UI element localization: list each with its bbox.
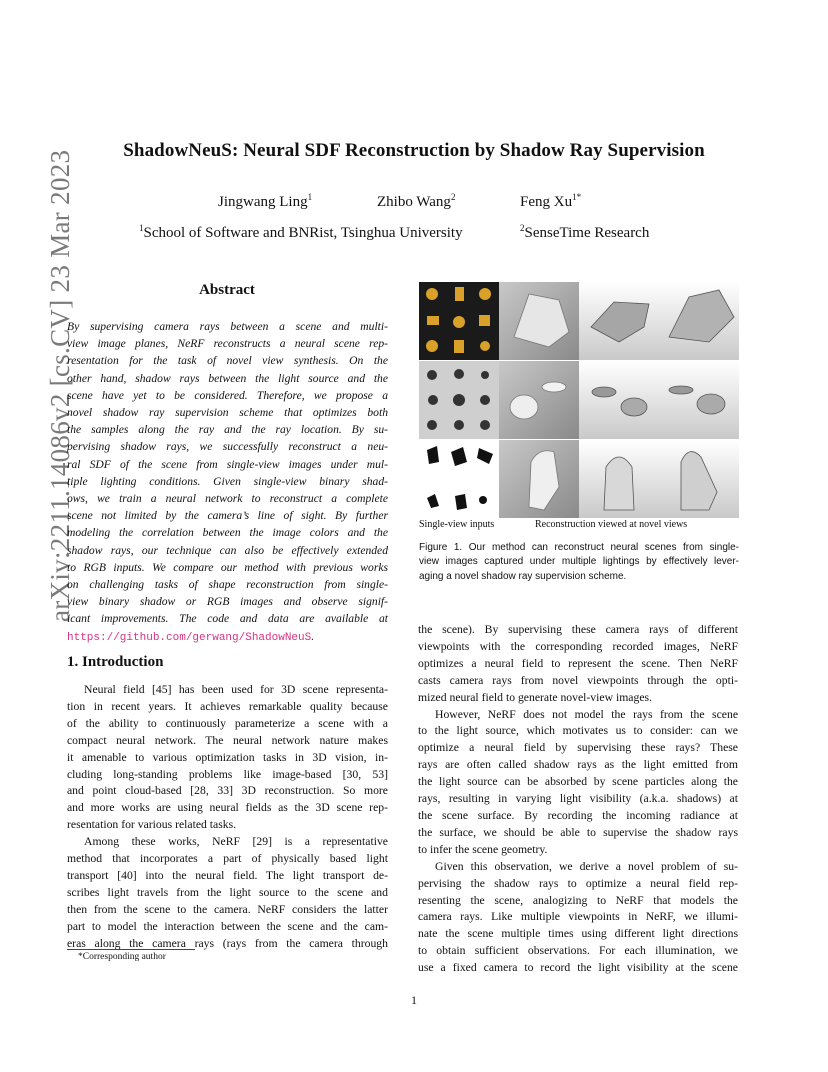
figure-1 — [419, 282, 739, 518]
text-line: Figure 1. Our method can reconstruct neural scenes from single- — [419, 542, 739, 553]
text-line: By supervising camera rays between a scene and multi- — [67, 320, 388, 333]
text-line: viewpoints with the corresponding recorded images, NeRF — [418, 639, 738, 653]
text-line: scene not limited by the camera’s line of sight. By further — [67, 509, 388, 523]
code-link[interactable]: https://github.com/gerwang/ShadowNeuS — [67, 631, 312, 644]
abstract-body — [67, 318, 388, 647]
text-line: the scene). By supervising these camera rays of different — [418, 623, 738, 636]
figure-caption — [419, 541, 739, 584]
text-line: ral SDF of the scene from single-view images under mul- — [67, 457, 388, 471]
text-line: to the light source, which motivates us to consider: can we — [418, 724, 738, 738]
drums-view-1 — [499, 361, 579, 439]
text-line: then from the scene to the camera. NeRF considers the latter — [67, 902, 388, 916]
text-line: view images captured under multiple lightings by effectively lever- — [419, 556, 739, 568]
text-line: pervising shadow rays, we successfully reconstruct a neu- — [67, 440, 388, 454]
text-line: the samples along the ray and the ray location. By su- — [67, 423, 388, 437]
abstract-heading: Abstract — [199, 282, 255, 298]
text-line: tion in recent years. It achieves remarkable quality because — [67, 699, 388, 713]
text-line: transport [40] into the neural field. The light transport de- — [67, 868, 388, 882]
text-line: it amenable to various optimization tasks in 3D vision, in- — [67, 750, 388, 764]
text-line: optimizes a neural field to represent the scene. Then NeRF — [418, 656, 738, 670]
text-line: cluding long-standing problems like image-based [30, 53] — [67, 767, 388, 781]
figure-label-inputs: Single-view inputs — [419, 519, 495, 530]
text-line: novel shadow ray supervision scheme that optimizes both — [67, 406, 388, 420]
text-line: Given this observation, we derive a novel problem of su- — [435, 859, 738, 873]
text-line: part to model the interaction between the scene and the cam- — [67, 919, 388, 933]
text-line: mized neural field to generate novel-view images. — [418, 690, 652, 704]
text-line: the surface, we should be able to supervise the shadow rays — [418, 825, 738, 839]
text-line: resentation for the task of novel view synthesis. On the — [67, 354, 388, 368]
text-line: view image planes, NeRF reconstructs a neural scene rep- — [67, 337, 388, 351]
intro-left-column — [67, 682, 388, 953]
text-line: tiple lighting conditions. Given single-view binary shad- — [67, 474, 388, 488]
intro-right-column — [418, 622, 738, 977]
text-line: and more works are using neural fields as the 3D scene rep- — [67, 801, 388, 815]
row-lego — [419, 282, 739, 360]
text-line: rays, resulting in varying light visibility (a.k.a. shadows) at — [418, 792, 738, 806]
footnote-rule — [67, 949, 195, 950]
author-1: Jingwang Ling$^1$ — [218, 192, 313, 210]
intro-heading: 1. Introduction — [67, 654, 164, 670]
text-line: pervising the shadow rays to optimize a neural field rep- — [418, 876, 738, 890]
paper-title: ShadowNeuS: Neural SDF Reconstruction by Shadow Ray Supervision — [123, 140, 705, 161]
text-line: nate the scene multiple times using different light directions — [418, 927, 738, 941]
arxiv-sidebar: arXiv:2211.14086v2 [cs.CV] 23 Mar 2023 — [45, 149, 75, 622]
text-line: to obtain sufficient observations. For each illumination, we — [418, 944, 738, 958]
text-line: camera rays. Like multiple viewpoints in NeRF, we illumi- — [418, 910, 738, 924]
text-line: scene have yet to be considered. Therefore, we propose a — [67, 388, 388, 402]
text-line: method that incorporates a part of physically based light — [67, 852, 388, 866]
text-line: and point cloud-based [28, 33] 3D reconstruction. So more — [67, 784, 388, 798]
row-drums — [419, 361, 739, 439]
text-line: the scene surface. By recording the incoming radiance at — [418, 808, 738, 822]
text-line: shadow rays, our technique can also be effectively extended — [67, 543, 388, 557]
author-2: Zhibo Wang$^2$ — [377, 192, 456, 210]
figure-label-reconstruction: Reconstruction viewed at novel views — [535, 519, 688, 530]
text-line: rays are often called shadow rays as the light emitted from — [418, 758, 738, 772]
text-line: Neural field [45] has been used for 3D scene representa- — [84, 683, 388, 696]
text-line: to infer the scene geometry. — [418, 842, 548, 856]
text-line: eras along the camera rays (rays from the camera through — [67, 936, 388, 950]
text-line: the light source can be absorbed by scene particles along the — [418, 775, 738, 789]
text-line: on challenging tasks of shape reconstruction from single- — [67, 578, 388, 592]
footnote: *Corresponding author — [78, 952, 166, 962]
author-3: Feng $Xu^{1*}$ — [520, 192, 582, 210]
drums-view-2 — [579, 361, 659, 439]
text-line: use a fixed camera to record the light visibility at the scene — [418, 961, 738, 975]
page-number: 1 — [411, 993, 417, 1007]
text-line: to RGB inputs. We compare our method with previous works — [67, 560, 388, 574]
text-line: scribes light travels from the light source to the scene and — [67, 885, 388, 899]
text-line: resentation for various related tasks. — [67, 818, 237, 832]
text-line: However, NeRF does not model the rays from the scene — [435, 707, 738, 721]
affiliation-2: $^2$SenseTime Research — [520, 223, 650, 241]
code-link-period: . — [311, 629, 315, 643]
text-line: other hand, shadow rays between the light source and the — [67, 371, 388, 385]
text-line: of the ability to continuously parameterize a scene with a — [67, 716, 388, 730]
text-line: view binary shadow or RGB images and observe signif- — [67, 595, 388, 609]
text-line: optimize a neural field by supervising these rays? These — [418, 741, 738, 755]
text-line: modeling the correlation between the image colors and the — [67, 526, 388, 540]
text-line: Among these works, NeRF [29] is a representative — [84, 835, 388, 849]
text-line: icant improvements. The code and data are available at — [67, 612, 388, 626]
affiliation-1: $^1$School of Software and BNRist, Tsinghua University — [139, 223, 463, 241]
row-chair — [419, 440, 739, 518]
abstract-code-link-line — [67, 628, 388, 647]
text-line: casts camera rays from novel viewpoints through the opti- — [418, 673, 738, 687]
text-line: resenting the scene, analogizing to NeRF that models the — [418, 893, 738, 907]
text-line: aging a novel shadow ray supervision scheme. — [419, 570, 627, 582]
text-line: ows, we train a neural network to reconstruct a complete — [67, 492, 388, 506]
text-line: compact neural network. The neural network nature makes — [67, 733, 388, 747]
